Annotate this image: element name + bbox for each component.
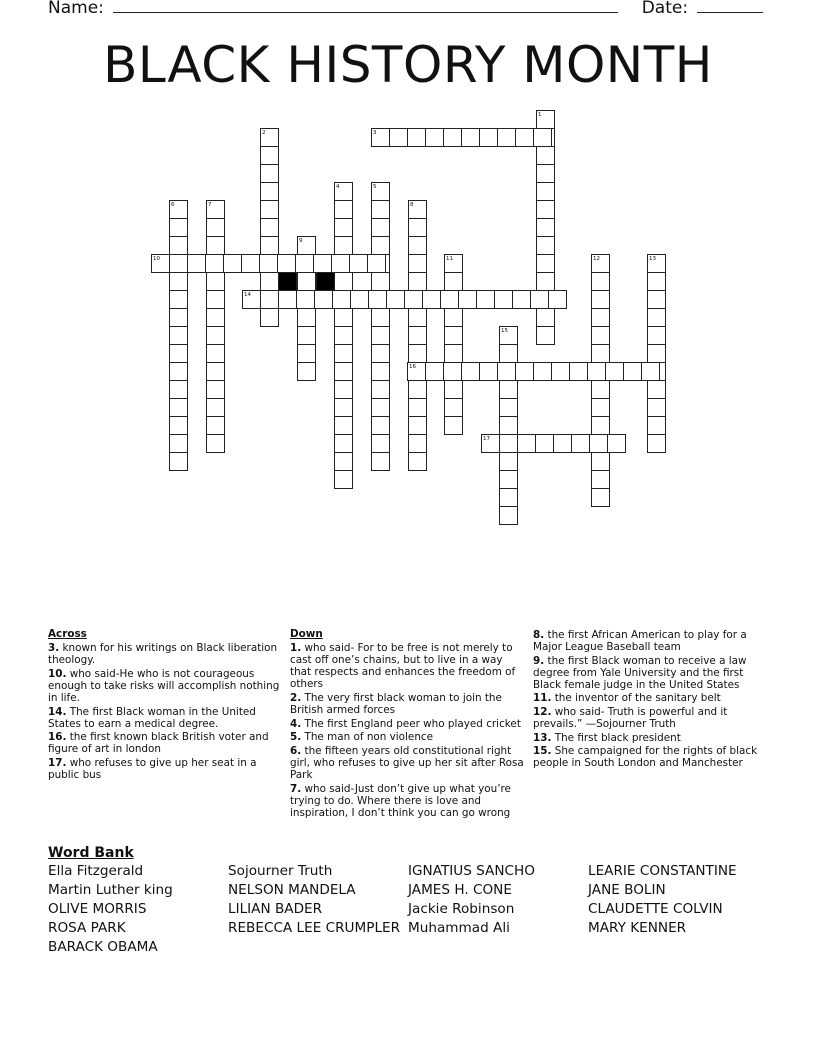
grid-cell[interactable] bbox=[444, 344, 463, 363]
grid-cell[interactable] bbox=[591, 416, 610, 435]
clue-item bbox=[290, 642, 526, 690]
grid-cell[interactable] bbox=[371, 362, 390, 381]
grid-cell[interactable] bbox=[440, 290, 459, 309]
down-clues-col1 bbox=[290, 628, 526, 820]
grid-cell[interactable] bbox=[536, 164, 555, 183]
grid-cell[interactable] bbox=[458, 290, 477, 309]
grid-cell[interactable] bbox=[515, 362, 534, 381]
grid-cell[interactable] bbox=[334, 398, 353, 417]
clue-number: 13 bbox=[649, 256, 656, 262]
word-bank-item: JANE BOLIN bbox=[588, 882, 666, 898]
clue-number: 3 bbox=[373, 130, 377, 136]
grid-cell[interactable] bbox=[278, 290, 297, 309]
grid-cell[interactable] bbox=[169, 362, 188, 381]
grid-cell[interactable] bbox=[494, 290, 513, 309]
grid-cell[interactable] bbox=[536, 254, 555, 273]
grid-cell[interactable] bbox=[641, 362, 660, 381]
clue-text: the first known black British voter and figure of art in london bbox=[48, 731, 269, 756]
grid-cell[interactable] bbox=[334, 308, 353, 327]
clue-number-label: 10. bbox=[48, 667, 67, 680]
clue-number-label: 5. bbox=[290, 731, 302, 744]
grid-cell[interactable] bbox=[536, 218, 555, 237]
grid-cell[interactable] bbox=[408, 218, 427, 237]
grid-cell[interactable] bbox=[260, 200, 279, 219]
clue-number: 2 bbox=[262, 130, 266, 136]
clue-item bbox=[48, 668, 280, 704]
grid-cell[interactable] bbox=[260, 146, 279, 165]
grid-cell[interactable] bbox=[169, 218, 188, 237]
grid-cell[interactable] bbox=[206, 236, 225, 255]
grid-cell[interactable] bbox=[313, 254, 332, 273]
grid-cell[interactable] bbox=[334, 236, 353, 255]
grid-cell[interactable] bbox=[533, 362, 552, 381]
grid-cell[interactable] bbox=[297, 344, 316, 363]
grid-cell[interactable] bbox=[591, 398, 610, 417]
grid-cell[interactable] bbox=[553, 434, 572, 453]
clue-number-label: 14. bbox=[48, 705, 67, 718]
grid-cell[interactable] bbox=[591, 326, 610, 345]
grid-cell[interactable] bbox=[334, 362, 353, 381]
grid-cell[interactable] bbox=[591, 344, 610, 363]
grid-cell[interactable] bbox=[407, 128, 426, 147]
word-bank-item: Sojourner Truth bbox=[228, 863, 333, 879]
word-bank-item: IGNATIUS SANCHO bbox=[408, 863, 535, 879]
grid-cell[interactable] bbox=[444, 380, 463, 399]
grid-cell[interactable] bbox=[497, 362, 516, 381]
clue-item bbox=[290, 731, 526, 743]
grid-cell[interactable] bbox=[260, 164, 279, 183]
grid-cell[interactable] bbox=[334, 452, 353, 471]
word-bank-column-3 bbox=[408, 862, 535, 938]
grid-cell[interactable] bbox=[591, 470, 610, 489]
grid-cell[interactable] bbox=[371, 200, 390, 219]
clue-item bbox=[533, 745, 769, 769]
grid-cell[interactable] bbox=[408, 398, 427, 417]
grid-cell[interactable] bbox=[408, 308, 427, 327]
grid-cell[interactable] bbox=[206, 272, 225, 291]
grid-cell[interactable] bbox=[206, 434, 225, 453]
grid-cell[interactable] bbox=[499, 344, 518, 363]
grid-cell[interactable] bbox=[334, 272, 353, 291]
word-bank-item: NELSON MANDELA bbox=[228, 882, 356, 898]
grid-cell[interactable] bbox=[206, 344, 225, 363]
date-label: Date: bbox=[641, 0, 689, 18]
clue-number-label: 3. bbox=[48, 642, 60, 655]
grid-cell[interactable] bbox=[536, 200, 555, 219]
grid-cell[interactable] bbox=[334, 218, 353, 237]
word-bank-item: MARY KENNER bbox=[588, 920, 687, 936]
grid-cell[interactable] bbox=[591, 290, 610, 309]
grid-cell[interactable] bbox=[647, 344, 666, 363]
grid-cell[interactable] bbox=[206, 416, 225, 435]
name-label: Name: bbox=[48, 0, 104, 18]
clue-text: who refuses to give up her seat in a public bus bbox=[48, 756, 257, 782]
grid-cell[interactable] bbox=[260, 218, 279, 237]
grid-cell[interactable] bbox=[591, 488, 610, 507]
across-clues bbox=[48, 628, 280, 783]
clue-text: The very first black woman to join the British armed forces bbox=[290, 691, 502, 717]
grid-cell[interactable] bbox=[647, 434, 666, 453]
grid-cell[interactable] bbox=[371, 308, 390, 327]
grid-cell[interactable] bbox=[408, 236, 427, 255]
grid-cell[interactable] bbox=[647, 272, 666, 291]
grid-cell[interactable] bbox=[535, 434, 554, 453]
grid-cell[interactable] bbox=[591, 308, 610, 327]
grid-cell[interactable] bbox=[223, 254, 242, 273]
down-clues-col2 bbox=[533, 629, 769, 771]
clue-number-label: 15. bbox=[533, 745, 552, 758]
clue-item bbox=[290, 783, 526, 819]
down-heading: Down bbox=[290, 628, 323, 640]
clue-text: The first Black woman in the United States to earn a medical degree. bbox=[48, 705, 256, 730]
grid-cell[interactable] bbox=[536, 236, 555, 255]
clue-text: who said-He who is not courageous enough to take risks will accomplish nothing in life. bbox=[48, 667, 280, 704]
clue-number: 4 bbox=[336, 184, 340, 190]
clue-number: 11 bbox=[446, 256, 453, 262]
grid-cell[interactable] bbox=[297, 272, 316, 291]
word-bank-item: OLIVE MORRIS bbox=[48, 901, 147, 917]
grid-cell[interactable] bbox=[444, 308, 463, 327]
grid-cell[interactable] bbox=[206, 380, 225, 399]
grid-cell[interactable] bbox=[497, 128, 516, 147]
grid-cell[interactable] bbox=[461, 128, 480, 147]
grid-cell[interactable] bbox=[607, 434, 626, 453]
clue-item bbox=[290, 692, 526, 716]
clue-text: the inventor of the sanitary belt bbox=[551, 692, 721, 705]
grid-cell[interactable] bbox=[297, 362, 316, 381]
clue-number-label: 6. bbox=[290, 744, 302, 757]
grid-cell[interactable] bbox=[647, 290, 666, 309]
clue-number: 8 bbox=[410, 202, 414, 208]
clue-number: 17 bbox=[483, 436, 490, 442]
grid-cell[interactable] bbox=[205, 254, 224, 273]
grid-cell[interactable] bbox=[408, 416, 427, 435]
clue-number: 5 bbox=[373, 184, 377, 190]
grid-cell[interactable] bbox=[169, 236, 188, 255]
grid-cell[interactable] bbox=[187, 254, 206, 273]
grid-cell[interactable] bbox=[425, 362, 444, 381]
clue-text: who said- For to be free is not merely to cast off one’s chains, but to live in a way that respects and enhances the freedom of others bbox=[290, 642, 516, 691]
clue-number-label: 16. bbox=[48, 731, 67, 744]
grid-cell[interactable] bbox=[499, 416, 518, 435]
word-bank-item: ROSA PARK bbox=[48, 920, 126, 936]
grid-cell[interactable] bbox=[408, 272, 427, 291]
clue-number: 7 bbox=[208, 202, 212, 208]
clue-number-label: 11. bbox=[533, 692, 552, 705]
grid-cell[interactable] bbox=[536, 272, 555, 291]
grid-cell[interactable] bbox=[206, 218, 225, 237]
grid-cell[interactable] bbox=[169, 272, 188, 291]
clue-item bbox=[533, 706, 769, 730]
grid-cell[interactable] bbox=[371, 272, 390, 291]
grid-cell[interactable] bbox=[297, 326, 316, 345]
grid-cell[interactable] bbox=[647, 416, 666, 435]
grid-cell[interactable] bbox=[408, 254, 427, 273]
clue-number-label: 12. bbox=[533, 706, 552, 719]
clue-text: She campaigned for the rights of black people in South London and Manchester bbox=[533, 745, 758, 770]
clue-text: The man of non violence bbox=[301, 731, 434, 744]
grid-cell[interactable] bbox=[334, 434, 353, 453]
clue-number: 16 bbox=[409, 364, 416, 370]
grid-cell[interactable] bbox=[169, 326, 188, 345]
grid-cell[interactable] bbox=[476, 290, 495, 309]
grid-cell[interactable] bbox=[334, 326, 353, 345]
clue-text: The first black president bbox=[551, 731, 681, 744]
clue-text: the fifteen years old constitutional right girl, who refuses to give up her sit after Rosa Park bbox=[290, 744, 524, 782]
clue-number-label: 9. bbox=[533, 654, 545, 667]
across-heading: Across bbox=[48, 628, 87, 640]
clue-text: the first African American to play for a Major League Baseball team bbox=[533, 629, 747, 654]
grid-cell[interactable] bbox=[332, 290, 351, 309]
grid-cell[interactable] bbox=[536, 308, 555, 327]
grid-cell[interactable] bbox=[517, 434, 536, 453]
grid-cell[interactable] bbox=[260, 182, 279, 201]
grid-cell[interactable] bbox=[479, 128, 498, 147]
grid-cell[interactable] bbox=[571, 434, 590, 453]
clue-number-label: 17. bbox=[48, 756, 67, 769]
grid-cell[interactable] bbox=[536, 182, 555, 201]
grid-cell[interactable] bbox=[334, 470, 353, 489]
grid-cell[interactable] bbox=[296, 290, 315, 309]
grid-cell[interactable] bbox=[260, 272, 279, 291]
grid-cell[interactable] bbox=[499, 434, 518, 453]
word-bank-column-1 bbox=[48, 862, 173, 957]
grid-cell[interactable] bbox=[349, 254, 368, 273]
clue-number-label: 4. bbox=[290, 717, 302, 730]
grid-cell[interactable] bbox=[530, 290, 549, 309]
grid-cell[interactable] bbox=[241, 254, 260, 273]
grid-cell[interactable] bbox=[371, 344, 390, 363]
grid-cell[interactable] bbox=[443, 128, 462, 147]
grid-cell[interactable] bbox=[334, 416, 353, 435]
grid-cell[interactable] bbox=[169, 308, 188, 327]
blocked-cell bbox=[278, 272, 297, 291]
grid-cell[interactable] bbox=[169, 254, 188, 273]
word-bank-column-2 bbox=[228, 862, 400, 938]
clue-item bbox=[533, 655, 769, 691]
grid-cell[interactable] bbox=[422, 290, 441, 309]
page-title: BLACK HISTORY MONTH bbox=[103, 36, 713, 94]
grid-cell[interactable] bbox=[169, 416, 188, 435]
grid-cell[interactable] bbox=[295, 254, 314, 273]
clue-number-label: 8. bbox=[533, 629, 545, 641]
grid-cell[interactable] bbox=[587, 362, 606, 381]
grid-cell[interactable] bbox=[444, 272, 463, 291]
clue-text: who said- Truth is powerful and it prevails.” —Sojourner Truth bbox=[533, 706, 728, 731]
grid-cell[interactable] bbox=[260, 308, 279, 327]
grid-cell[interactable] bbox=[479, 362, 498, 381]
grid-cell[interactable] bbox=[408, 326, 427, 345]
clue-item bbox=[48, 757, 280, 781]
grid-cell[interactable] bbox=[386, 290, 405, 309]
grid-cell[interactable] bbox=[169, 344, 188, 363]
grid-cell[interactable] bbox=[515, 128, 534, 147]
grid-cell[interactable] bbox=[206, 308, 225, 327]
grid-cell[interactable] bbox=[499, 452, 518, 471]
word-bank-item: JAMES H. CONE bbox=[408, 882, 512, 898]
clue-text: the first Black woman to receive a law degree from Yale University and the first Black female judge in the United States bbox=[533, 654, 747, 691]
clue-item bbox=[290, 718, 526, 730]
grid-cell[interactable] bbox=[512, 290, 531, 309]
grid-cell[interactable] bbox=[260, 236, 279, 255]
grid-cell[interactable] bbox=[499, 380, 518, 399]
clue-number-label: 2. bbox=[290, 691, 302, 704]
grid-cell[interactable] bbox=[371, 416, 390, 435]
grid-cell[interactable] bbox=[277, 254, 296, 273]
grid-cell[interactable] bbox=[548, 290, 567, 309]
clue-number: 1 bbox=[538, 112, 542, 118]
grid-cell[interactable] bbox=[260, 290, 279, 309]
word-bank-item: BARACK OBAMA bbox=[48, 939, 158, 955]
clue-text: known for his writings on Black liberation theology. bbox=[48, 642, 278, 667]
clue-number-label: 13. bbox=[533, 731, 552, 744]
word-bank-item: REBECCA LEE CRUMPLER bbox=[228, 920, 401, 936]
grid-cell[interactable] bbox=[647, 326, 666, 345]
grid-cell[interactable] bbox=[591, 452, 610, 471]
clue-text: The first England peer who played cricket bbox=[301, 717, 521, 730]
grid-cell[interactable] bbox=[499, 506, 518, 525]
grid-cell[interactable] bbox=[371, 236, 390, 255]
word-bank-item: LILIAN BADER bbox=[228, 901, 323, 917]
clue-item bbox=[533, 732, 769, 744]
grid-cell[interactable] bbox=[499, 398, 518, 417]
grid-cell[interactable] bbox=[371, 380, 390, 399]
clue-number-label: 7. bbox=[290, 782, 302, 795]
grid-cell[interactable] bbox=[259, 254, 278, 273]
word-bank-item: CLAUDETTE COLVIN bbox=[588, 901, 723, 917]
blocked-cell bbox=[316, 272, 335, 291]
grid-cell[interactable] bbox=[334, 344, 353, 363]
grid-cell[interactable] bbox=[334, 200, 353, 219]
grid-cell[interactable] bbox=[647, 398, 666, 417]
grid-cell[interactable] bbox=[536, 326, 555, 345]
clue-number-label: 1. bbox=[290, 642, 302, 655]
word-bank-item: Jackie Robinson bbox=[408, 901, 515, 917]
word-bank-title: Word Bank bbox=[48, 845, 134, 861]
grid-cell[interactable] bbox=[408, 344, 427, 363]
grid-cell[interactable] bbox=[206, 362, 225, 381]
grid-cell[interactable] bbox=[169, 452, 188, 471]
clue-item bbox=[48, 642, 280, 666]
grid-cell[interactable] bbox=[591, 272, 610, 291]
clue-item bbox=[533, 629, 769, 653]
grid-cell[interactable] bbox=[331, 254, 350, 273]
grid-cell[interactable] bbox=[371, 326, 390, 345]
grid-cell[interactable] bbox=[499, 488, 518, 507]
grid-cell[interactable] bbox=[206, 326, 225, 345]
grid-cell[interactable] bbox=[169, 380, 188, 399]
grid-cell[interactable] bbox=[367, 254, 386, 273]
grid-cell[interactable] bbox=[444, 416, 463, 435]
grid-cell[interactable] bbox=[371, 218, 390, 237]
clue-item bbox=[533, 692, 769, 704]
grid-cell[interactable] bbox=[169, 398, 188, 417]
grid-cell[interactable] bbox=[408, 452, 427, 471]
grid-cell[interactable] bbox=[169, 434, 188, 453]
clue-text: who said-Just don’t give up what you’re trying to do. Where there is love and inspiration, I don’t think you can go wrong bbox=[290, 782, 511, 819]
grid-cell[interactable] bbox=[461, 362, 480, 381]
clue-number: 15 bbox=[501, 328, 508, 334]
grid-cell[interactable] bbox=[350, 290, 369, 309]
clue-item bbox=[290, 745, 526, 781]
grid-cell[interactable] bbox=[297, 308, 316, 327]
clue-number: 9 bbox=[299, 238, 303, 244]
grid-cell[interactable] bbox=[206, 290, 225, 309]
grid-cell[interactable] bbox=[591, 380, 610, 399]
grid-cell[interactable] bbox=[389, 128, 408, 147]
grid-cell[interactable] bbox=[368, 290, 387, 309]
grid-cell[interactable] bbox=[371, 434, 390, 453]
grid-cell[interactable] bbox=[444, 398, 463, 417]
grid-cell[interactable] bbox=[536, 146, 555, 165]
grid-cell[interactable] bbox=[334, 380, 353, 399]
grid-cell[interactable] bbox=[206, 398, 225, 417]
clue-item bbox=[48, 731, 280, 755]
word-bank-item: Muhammad Ali bbox=[408, 920, 510, 936]
grid-cell[interactable] bbox=[425, 128, 444, 147]
grid-cell[interactable] bbox=[314, 290, 333, 309]
grid-cell[interactable] bbox=[499, 470, 518, 489]
grid-cell[interactable] bbox=[443, 362, 462, 381]
grid-cell[interactable] bbox=[647, 308, 666, 327]
grid-cell[interactable] bbox=[404, 290, 423, 309]
grid-cell[interactable] bbox=[371, 398, 390, 417]
clue-number: 12 bbox=[593, 256, 600, 262]
clue-number: 6 bbox=[171, 202, 175, 208]
clue-number: 10 bbox=[153, 256, 160, 262]
grid-cell[interactable] bbox=[623, 362, 642, 381]
grid-cell[interactable] bbox=[569, 362, 588, 381]
word-bank-item: Ella Fitzgerald bbox=[48, 863, 144, 879]
word-bank-column-4 bbox=[588, 862, 737, 938]
grid-cell[interactable] bbox=[371, 452, 390, 471]
grid-cell[interactable] bbox=[533, 128, 552, 147]
word-bank-item: Martin Luther king bbox=[48, 882, 173, 898]
grid-cell[interactable] bbox=[408, 434, 427, 453]
word-bank-item: LEARIE CONSTANTINE bbox=[588, 863, 737, 879]
grid-cell[interactable] bbox=[605, 362, 624, 381]
clue-number: 14 bbox=[244, 292, 251, 298]
grid-cell[interactable] bbox=[444, 326, 463, 345]
grid-cell[interactable] bbox=[408, 380, 427, 399]
grid-cell[interactable] bbox=[551, 362, 570, 381]
grid-cell[interactable] bbox=[589, 434, 608, 453]
grid-cell[interactable] bbox=[169, 290, 188, 309]
clue-item bbox=[48, 706, 280, 730]
grid-cell[interactable] bbox=[647, 380, 666, 399]
